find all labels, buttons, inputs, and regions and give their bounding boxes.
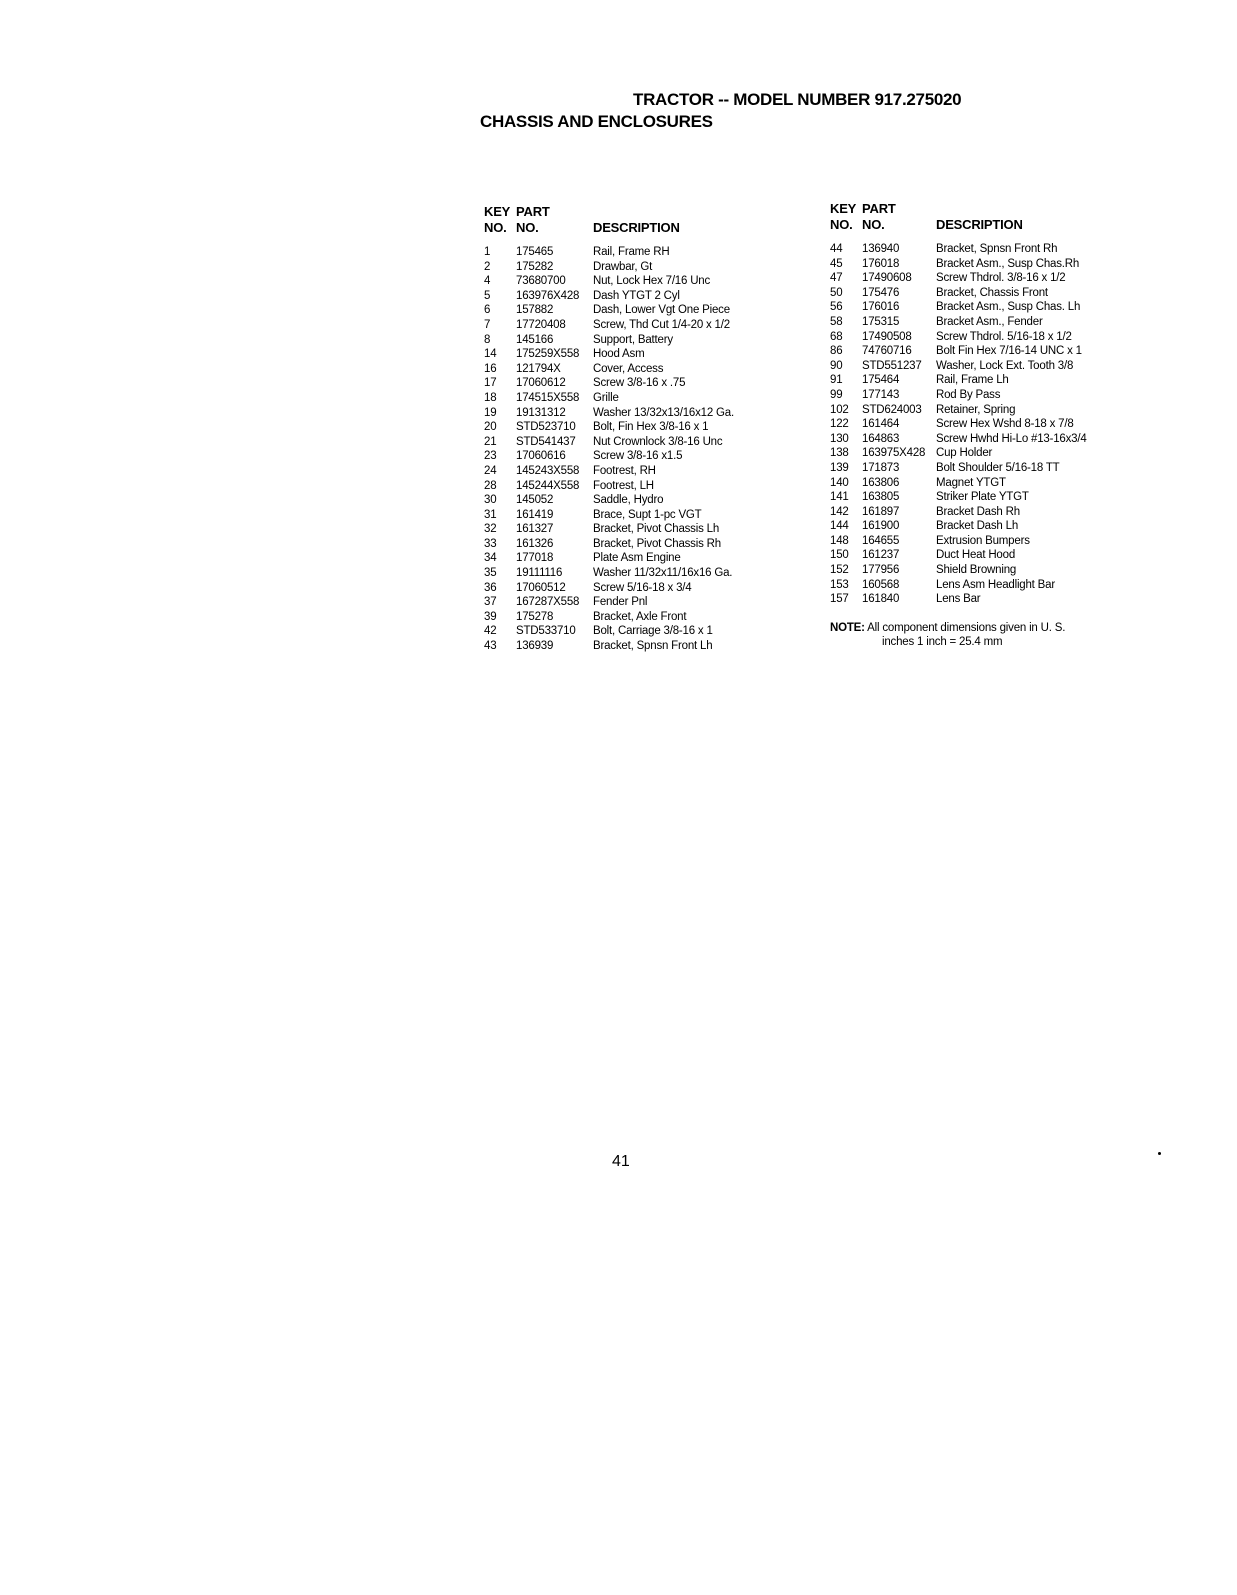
part-number: STD533710 — [516, 625, 576, 638]
part-number: 161897 — [862, 505, 900, 518]
part-description: Retainer, Spring — [936, 403, 1016, 416]
table-row — [484, 508, 804, 523]
key-number: 16 — [484, 362, 497, 375]
part-description: Cover, Access — [593, 362, 664, 375]
part-number: 163805 — [862, 491, 900, 504]
part-description: Bracket Dash Rh — [936, 505, 1020, 518]
description-header: DESCRIPTION — [593, 220, 680, 235]
part-number: 161900 — [862, 520, 900, 533]
key-number: 30 — [484, 494, 497, 507]
part-description: Washer, Lock Ext. Tooth 3/8 — [936, 359, 1074, 372]
scan-dot — [1158, 1152, 1161, 1155]
key-header-bottom: NO. — [830, 217, 853, 232]
table-row — [484, 318, 804, 333]
part-description: Bolt Shoulder 5/16-18 TT — [936, 461, 1060, 474]
table-row — [830, 242, 1130, 257]
key-number: 17 — [484, 377, 497, 390]
part-number: 175464 — [862, 374, 900, 387]
table-row — [484, 624, 804, 639]
part-description: Screw 3/8-16 x1.5 — [593, 450, 683, 463]
table-row — [830, 388, 1130, 403]
part-description: Rail, Frame RH — [593, 246, 670, 258]
part-number: 174515X558 — [516, 391, 580, 404]
table-row — [484, 464, 804, 479]
key-number: 44 — [830, 243, 843, 255]
part-number: 17720408 — [516, 318, 566, 331]
table-row — [830, 373, 1130, 388]
part-description: Duct Heat Hood — [936, 549, 1016, 562]
key-header-bottom: NO. — [484, 220, 507, 235]
part-header-bottom: NO. — [862, 217, 885, 232]
table-row — [484, 639, 804, 654]
key-header-top: KEY — [484, 204, 511, 219]
part-number: 121794X — [516, 362, 561, 375]
part-description: Bolt, Fin Hex 3/8-16 x 1 — [593, 421, 709, 434]
key-header-top: KEY — [830, 201, 857, 216]
part-number: 19131312 — [516, 406, 566, 419]
key-number: 148 — [830, 534, 849, 547]
table-row — [830, 548, 1130, 563]
note-label: NOTE: — [830, 621, 865, 634]
page-number: 41 — [612, 1153, 630, 1170]
key-number: 122 — [830, 418, 849, 431]
part-header-bottom: NO. — [516, 220, 539, 235]
table-row — [830, 300, 1130, 315]
part-number: STD624003 — [862, 403, 922, 416]
part-description: Dash YTGT 2 Cyl — [593, 289, 680, 302]
part-description: Nut, Lock Hex 7/16 Unc — [593, 275, 711, 288]
table-row — [830, 432, 1130, 447]
part-number: 157882 — [516, 304, 554, 317]
table-row — [484, 566, 804, 581]
part-number: 74760716 — [862, 345, 912, 358]
key-number: 140 — [830, 476, 849, 489]
part-number: 17060616 — [516, 450, 566, 463]
key-number: 18 — [484, 391, 497, 404]
key-number: 91 — [830, 374, 843, 387]
table-row — [830, 519, 1130, 534]
part-description: Bracket, Spnsn Front Lh — [593, 640, 713, 653]
part-number: 19111116 — [516, 567, 563, 580]
part-description: Plate Asm Engine — [593, 552, 681, 565]
key-number: 99 — [830, 388, 843, 401]
key-number: 1 — [484, 246, 491, 258]
part-number: 145243X558 — [516, 464, 580, 477]
table-row — [484, 274, 804, 289]
key-number: 153 — [830, 578, 849, 591]
key-number: 23 — [484, 450, 497, 463]
table-row — [830, 534, 1130, 549]
part-description: Bracket, Pivot Chassis Lh — [593, 523, 720, 536]
part-number: 17490608 — [862, 272, 912, 285]
table-row — [830, 476, 1130, 491]
table-row — [484, 245, 804, 260]
table-row — [830, 330, 1130, 345]
part-description: Screw Hwhd Hi-Lo #13-16x3/4 — [936, 432, 1087, 445]
part-description: Hood Asm — [593, 348, 645, 361]
table-row — [830, 446, 1130, 461]
part-description: Cup Holder — [936, 447, 993, 460]
part-number: 164655 — [862, 534, 900, 547]
part-number: 175465 — [516, 246, 554, 258]
part-number: 161237 — [862, 549, 900, 562]
table-row — [830, 271, 1130, 286]
part-number: 176016 — [862, 301, 900, 314]
parts-table-right — [830, 202, 1130, 649]
table-row — [830, 359, 1130, 374]
part-number: STD541437 — [516, 435, 576, 448]
table-row — [484, 581, 804, 596]
key-number: 43 — [484, 640, 497, 653]
note-line-2: inches 1 inch = 25.4 mm — [882, 635, 1003, 648]
part-number: 164863 — [862, 432, 900, 445]
part-number: 17490508 — [862, 330, 912, 343]
key-number: 157 — [830, 593, 849, 606]
key-number: 5 — [484, 289, 491, 302]
table-row — [484, 391, 804, 406]
part-number: 160568 — [862, 578, 900, 591]
part-description: Drawbar, Gt — [593, 260, 653, 273]
part-description: Saddle, Hydro — [593, 494, 664, 507]
part-number: 145052 — [516, 494, 554, 507]
part-number: 163976X428 — [516, 289, 580, 302]
part-description: Screw 3/8-16 x .75 — [593, 377, 686, 390]
part-number: 175315 — [862, 315, 900, 328]
key-number: 35 — [484, 567, 497, 580]
key-number: 130 — [830, 432, 849, 445]
key-number: 152 — [830, 564, 849, 577]
table-row — [830, 344, 1130, 359]
key-number: 21 — [484, 435, 497, 448]
part-number: 177018 — [516, 552, 554, 565]
table-row — [830, 257, 1130, 272]
table-row — [484, 406, 804, 421]
page-title: TRACTOR -- MODEL NUMBER 917.275020 — [633, 90, 962, 109]
key-number: 138 — [830, 447, 849, 460]
key-number: 32 — [484, 523, 497, 536]
table-row — [830, 563, 1130, 578]
part-number: 175259X558 — [516, 348, 580, 361]
part-description: Lens Asm Headlight Bar — [936, 578, 1055, 591]
table-row — [830, 417, 1130, 432]
key-number: 56 — [830, 301, 843, 314]
part-number: 17060612 — [516, 377, 566, 390]
part-number: 145166 — [516, 333, 554, 346]
key-number: 20 — [484, 421, 497, 434]
key-number: 139 — [830, 461, 849, 474]
table-row — [830, 286, 1130, 301]
part-description: Washer 13/32x13/16x12 Ga. — [593, 406, 734, 419]
part-description: Bracket Asm., Susp Chas.Rh — [936, 257, 1080, 270]
part-header-top: PART — [516, 204, 550, 219]
table-row — [830, 315, 1130, 330]
part-number: 167287X558 — [516, 596, 580, 609]
part-description: Screw 5/16-18 x 3/4 — [593, 581, 692, 594]
key-number: 150 — [830, 549, 849, 562]
key-number: 144 — [830, 520, 849, 533]
key-number: 58 — [830, 315, 843, 328]
parts-table-left — [484, 205, 804, 654]
key-number: 68 — [830, 330, 843, 343]
table-row — [484, 610, 804, 625]
key-number: 31 — [484, 508, 497, 521]
part-description: Bracket, Spnsn Front Rh — [936, 243, 1058, 255]
note-line-1: All component dimensions given in U. S. — [867, 621, 1066, 634]
part-description: Nut Crownlock 3/8-16 Unc — [593, 435, 723, 448]
part-description: Bolt Fin Hex 7/16-14 UNC x 1 — [936, 345, 1082, 358]
key-number: 50 — [830, 286, 843, 299]
key-number: 34 — [484, 552, 497, 565]
key-number: 7 — [484, 318, 491, 331]
table-row — [830, 505, 1130, 520]
table-header — [830, 202, 1130, 242]
part-description: Fender Pnl — [593, 596, 648, 609]
part-description: Brace, Supt 1-pc VGT — [593, 508, 702, 521]
part-description: Dash, Lower Vgt One Piece — [593, 304, 730, 317]
table-row — [830, 461, 1130, 476]
table-row — [830, 578, 1130, 593]
part-number: 136940 — [862, 243, 900, 255]
key-number: 19 — [484, 406, 497, 419]
dimension-note — [830, 621, 1130, 649]
part-description: Bracket, Pivot Chassis Rh — [593, 537, 721, 550]
key-number: 37 — [484, 596, 497, 609]
part-number: 163806 — [862, 476, 900, 489]
part-description: Washer 11/32x11/16x16 Ga. — [593, 567, 733, 580]
part-description: Bracket Dash Lh — [936, 520, 1019, 533]
part-number: 161464 — [862, 418, 900, 431]
key-number: 24 — [484, 464, 497, 477]
parts-rows — [484, 245, 804, 654]
table-row — [484, 522, 804, 537]
part-header-top: PART — [862, 201, 896, 216]
key-number: 8 — [484, 333, 491, 346]
part-number: 161419 — [516, 508, 554, 521]
key-number: 4 — [484, 275, 491, 288]
part-number: 177956 — [862, 564, 900, 577]
part-description: Support, Battery — [593, 333, 673, 346]
part-number: 175278 — [516, 610, 554, 623]
part-number: 73680700 — [516, 275, 566, 288]
part-description: Bolt, Carriage 3/8-16 x 1 — [593, 625, 713, 638]
part-number: 177143 — [862, 388, 900, 401]
table-row — [484, 449, 804, 464]
part-number: 136939 — [516, 640, 554, 653]
part-description: Shield Browning — [936, 564, 1017, 577]
part-number: 161327 — [516, 523, 554, 536]
part-number: 17060512 — [516, 581, 566, 594]
key-number: 45 — [830, 257, 843, 270]
description-header: DESCRIPTION — [936, 217, 1023, 232]
key-number: 39 — [484, 610, 497, 623]
key-number: 14 — [484, 348, 497, 361]
parts-rows — [830, 242, 1130, 607]
part-number: 171873 — [862, 461, 900, 474]
table-row — [484, 537, 804, 552]
part-description: Magnet YTGT — [936, 476, 1006, 489]
part-number: 145244X558 — [516, 479, 580, 492]
table-row — [830, 592, 1130, 607]
key-number: 36 — [484, 581, 497, 594]
table-row — [484, 551, 804, 566]
part-description: Screw, Thd Cut 1/4-20 x 1/2 — [593, 318, 730, 331]
part-description: Bracket, Chassis Front — [936, 286, 1048, 299]
part-number: 176018 — [862, 257, 900, 270]
part-description: Bracket, Axle Front — [593, 610, 687, 623]
key-number: 102 — [830, 403, 849, 416]
table-row — [484, 333, 804, 348]
table-row — [484, 347, 804, 362]
key-number: 86 — [830, 345, 843, 358]
table-row — [484, 595, 804, 610]
part-description: Rail, Frame Lh — [936, 374, 1009, 387]
part-number: STD551237 — [862, 359, 922, 372]
table-header — [484, 205, 804, 245]
part-description: Bracket Asm., Susp Chas. Lh — [936, 301, 1081, 314]
part-number: STD523710 — [516, 421, 576, 434]
part-description: Extrusion Bumpers — [936, 534, 1030, 547]
part-description: Bracket Asm., Fender — [936, 315, 1043, 328]
part-description: Lens Bar — [936, 593, 981, 606]
table-row — [484, 435, 804, 450]
part-description: Striker Plate YTGT — [936, 491, 1029, 504]
part-description: Screw Thdrol. 3/8-16 x 1/2 — [936, 272, 1066, 285]
part-description: Footrest, RH — [593, 464, 656, 477]
part-number: 161840 — [862, 593, 900, 606]
table-row — [484, 362, 804, 377]
part-number: 163975X428 — [862, 447, 926, 460]
key-number: 90 — [830, 359, 843, 372]
table-row — [830, 490, 1130, 505]
key-number: 141 — [830, 491, 849, 504]
section-title: CHASSIS AND ENCLOSURES — [480, 112, 713, 131]
table-row — [484, 420, 804, 435]
key-number: 142 — [830, 505, 849, 518]
key-number: 47 — [830, 272, 843, 285]
table-row — [484, 303, 804, 318]
table-row — [484, 260, 804, 275]
table-row — [484, 493, 804, 508]
part-description: Rod By Pass — [936, 388, 1001, 401]
table-row — [484, 376, 804, 391]
key-number: 33 — [484, 537, 497, 550]
key-number: 42 — [484, 625, 497, 638]
table-row — [484, 289, 804, 304]
part-description: Screw Thdrol. 5/16-18 x 1/2 — [936, 330, 1072, 343]
part-description: Grille — [593, 391, 619, 404]
part-description: Screw Hex Wshd 8-18 x 7/8 — [936, 418, 1074, 431]
table-row — [830, 403, 1130, 418]
key-number: 2 — [484, 260, 491, 273]
part-description: Footrest, LH — [593, 479, 654, 492]
table-row — [484, 479, 804, 494]
part-number: 161326 — [516, 537, 554, 550]
part-number: 175476 — [862, 286, 900, 299]
key-number: 28 — [484, 479, 497, 492]
part-number: 175282 — [516, 260, 554, 273]
key-number: 6 — [484, 304, 491, 317]
